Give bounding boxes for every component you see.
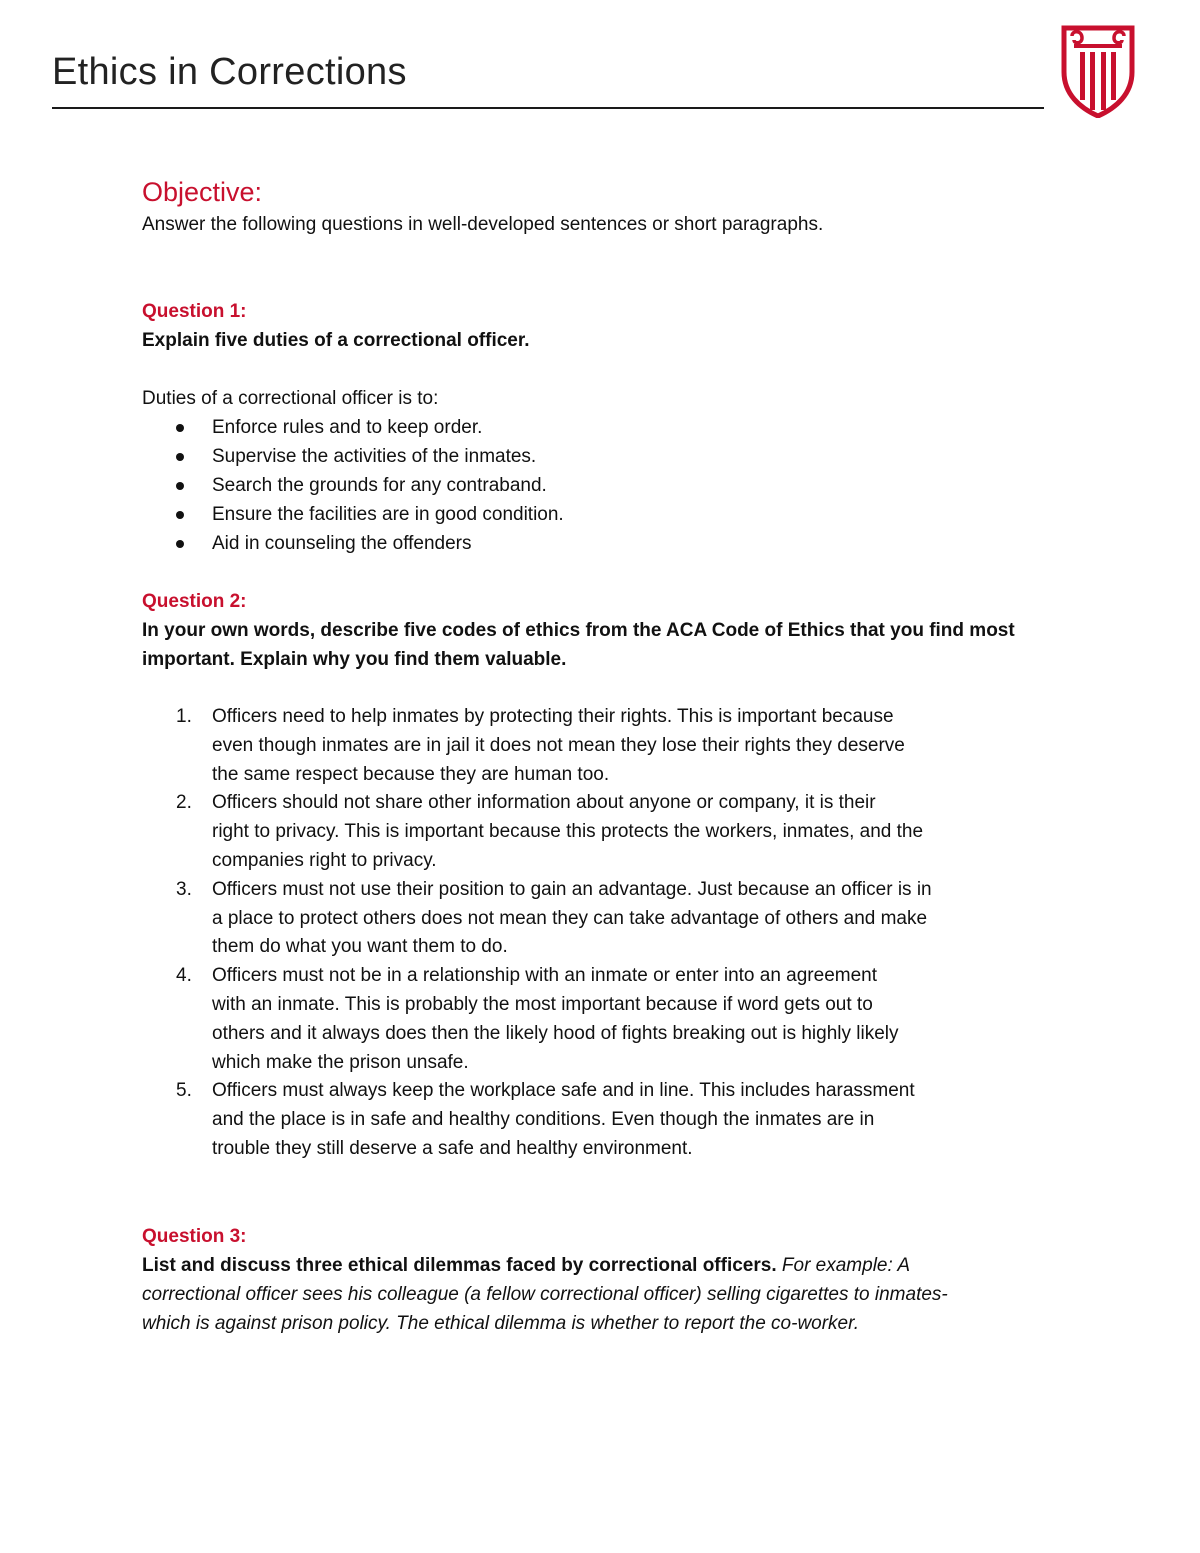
bullet-icon xyxy=(176,453,184,461)
objective-instruction: Answer the following questions in well-developed sentences or short paragraphs. xyxy=(142,214,824,235)
document-title: Ethics in Corrections xyxy=(52,51,407,93)
bullet-icon xyxy=(176,424,184,432)
list-item: 5. Officers must always keep the workplace safe and in line. This includes harassment and the place is in safe and healthy conditions. Even though the inmates are in trouble they still deserve a safe and healthy environment. xyxy=(142,1077,1042,1163)
ethics-codes-list xyxy=(142,703,1042,1164)
list-item: Enforce rules and to keep order. xyxy=(142,413,1042,442)
question-3-example: For example: A correctional officer sees his colleague (a fellow correctional officer) selling cigarettes to inmates-which is against prison policy. The ethical dilemma is whether to report the co-worker. xyxy=(142,1254,948,1334)
list-item: 2. Officers should not share other information about anyone or company, it is their right to privacy. This is important because this protects the workers, inmates, and the companies right to privacy. xyxy=(142,789,1042,875)
question-2-prompt: In your own words, describe five codes of ethics from the ACA Code of Ethics that you find most important. Explain why you find them valuable. xyxy=(142,620,1015,670)
list-number: 4. xyxy=(176,965,192,987)
question-1-intro: Duties of a correctional officer is to: xyxy=(142,388,439,409)
question-1-prompt: Explain five duties of a correctional officer. xyxy=(142,330,530,351)
shield-logo-icon xyxy=(1058,22,1138,118)
list-number: 5. xyxy=(176,1080,192,1102)
objective-heading: Objective: xyxy=(142,177,263,207)
list-item: Ensure the facilities are in good condition. xyxy=(142,500,1042,529)
list-number: 2. xyxy=(176,792,192,814)
list-item: 1. Officers need to help inmates by protecting their rights. This is important because even though inmates are in jail it does not mean they lose their rights they deserve the same respect because they are human too. xyxy=(142,703,1042,789)
bullet-icon xyxy=(176,482,184,490)
header-divider xyxy=(52,107,1044,109)
question-2-label: Question 2: xyxy=(142,591,247,612)
duties-list xyxy=(142,413,1042,558)
list-item: Aid in counseling the offenders xyxy=(142,529,1042,558)
question-1-label: Question 1: xyxy=(142,301,247,322)
question-3-label: Question 3: xyxy=(142,1225,247,1247)
list-item: 4. Officers must not be in a relationship with an inmate or enter into an agreement with an inmate. This is probably the most important because if word gets out to others and it always does then the likely hood of fights breaking out is highly likely which make the prison unsafe. xyxy=(142,962,1042,1077)
question-3-prompt: List and discuss three ethical dilemmas faced by correctional officers. For example: A correctional officer sees his colleague (a fellow correctional officer) selling cigarettes to inmates-which is against prison policy. The ethical dilemma is whether to report the co-worker. xyxy=(142,1254,948,1334)
document-body xyxy=(142,174,1042,1338)
bullet-icon xyxy=(176,511,184,519)
bullet-icon xyxy=(176,540,184,548)
list-item: Search the grounds for any contraband. xyxy=(142,471,1042,500)
list-item: Supervise the activities of the inmates. xyxy=(142,442,1042,471)
list-number: 1. xyxy=(176,706,192,727)
list-item: 3. Officers must not use their position to gain an advantage. Just because an officer is in a place to protect others does not mean they can take advantage of others and make them do what you want them to do. xyxy=(142,876,1042,962)
list-number: 3. xyxy=(176,878,192,900)
